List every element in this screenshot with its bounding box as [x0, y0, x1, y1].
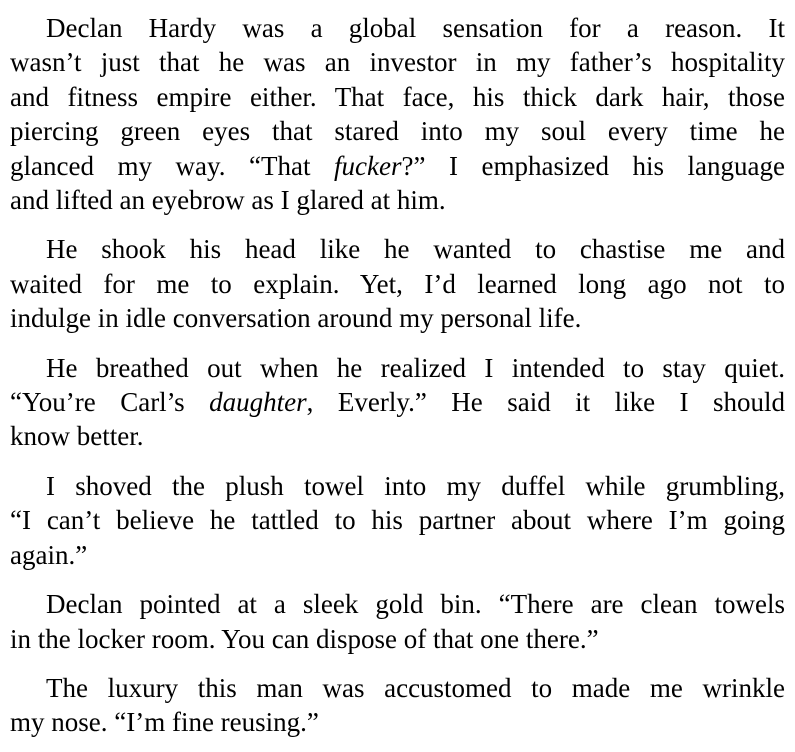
text-line: He shook his head like he wanted to chastise me and	[46, 234, 785, 265]
text-line: Declan pointed at a sleek gold bin. “There are clean towels	[46, 589, 785, 620]
text-segment: glanced my way. “That	[10, 150, 335, 181]
text-line: wasn’t just that he was an investor in my father’s hospitality	[10, 47, 785, 78]
italic-word: daughter	[209, 387, 307, 418]
text-line: I shoved the plush towel into my duffel while grumbling,	[46, 470, 785, 501]
text-line: Declan Hardy was a global sensation for a reason. It	[46, 13, 785, 43]
text-line: The luxury this man was accustomed to made me wrinkle	[46, 672, 785, 703]
text-line: in the locker room. You can dispose of that one there.”	[10, 623, 599, 654]
text-line: piercing green eyes that stared into my soul every time he	[10, 116, 785, 147]
text-line: again.”	[10, 539, 88, 570]
text-segment: , Everly.” He said it like I should	[306, 387, 785, 418]
text-line: “I can’t believe he tattled to his partner about where I’m going	[10, 505, 785, 536]
text-segment: ?” I emphasized his language	[401, 150, 785, 181]
text-line	[10, 385, 785, 419]
text-line: waited for me to explain. Yet, I’d learned long ago not to	[10, 268, 785, 299]
paragraph	[10, 469, 785, 572]
text-line	[10, 149, 785, 183]
text-line: and fitness empire either. That face, his thick dark hair, those	[10, 81, 785, 112]
text-line: He breathed out when he realized I intended to stay quiet.	[46, 352, 785, 383]
text-line: and lifted an eyebrow as I glared at him.	[10, 185, 446, 216]
paragraph	[10, 671, 785, 740]
italic-word: fucker	[334, 150, 402, 181]
text-segment: “You’re Carl’s	[10, 387, 210, 418]
text-line: my nose. “I’m fine reusing.”	[10, 707, 319, 738]
paragraph	[10, 232, 785, 335]
paragraph	[10, 351, 785, 454]
paragraph	[10, 587, 785, 656]
text-line: know better.	[10, 421, 144, 452]
paragraph	[10, 11, 785, 217]
text-line: indulge in idle conversation around my personal life.	[10, 303, 582, 334]
